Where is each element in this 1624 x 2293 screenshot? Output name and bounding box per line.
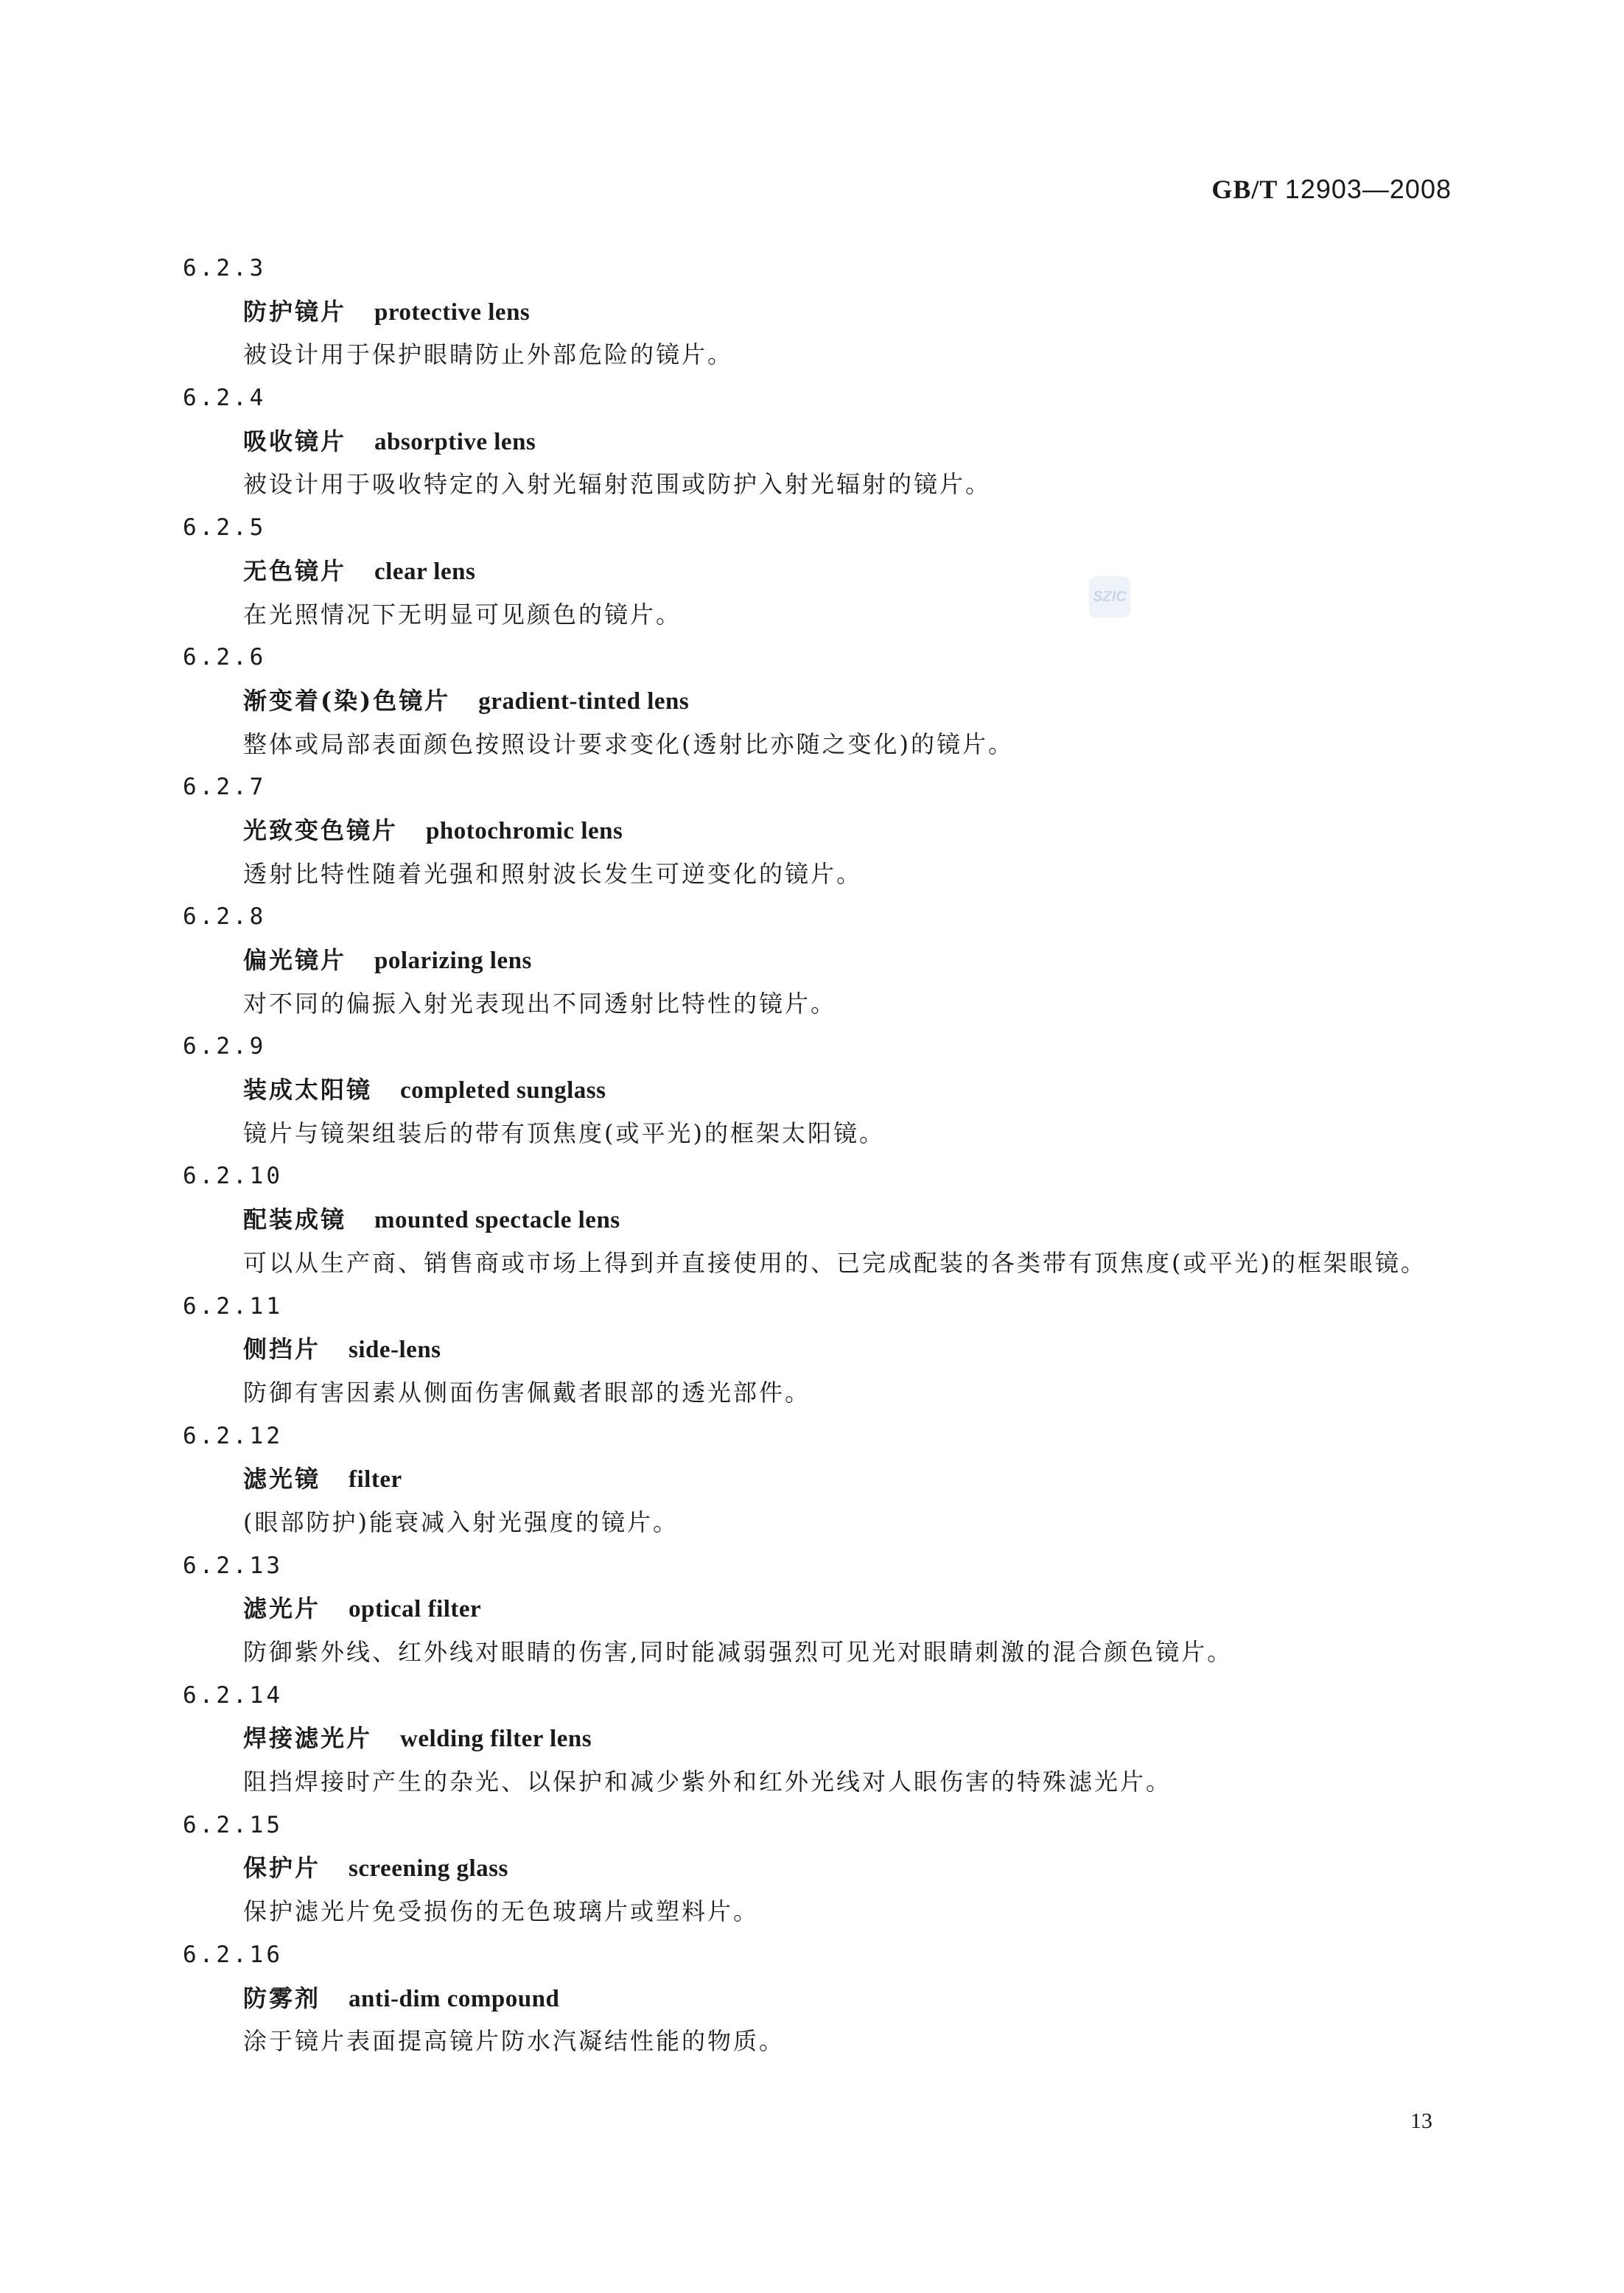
term-en: clear lens xyxy=(374,558,476,585)
clause-number: 6.2.15 xyxy=(183,1811,283,1838)
term-entry xyxy=(183,1025,1457,1155)
term-heading xyxy=(183,420,1457,463)
page-header xyxy=(1211,174,1452,205)
term-entry xyxy=(183,506,1457,636)
term-entry xyxy=(183,1415,1457,1544)
term-definition: 可以从生产商、销售商或市场上得到并直接使用的、已完成配装的各类带有顶焦度(或平光)的框架眼镜。 xyxy=(243,1248,1427,1277)
clause-number: 6.2.14 xyxy=(183,1681,283,1709)
term-zh: 装成太阳镜 xyxy=(243,1076,373,1105)
term-heading xyxy=(183,1068,1457,1112)
term-definition: 镜片与镜架组装后的带有顶焦度(或平光)的框架太阳镜。 xyxy=(243,1119,885,1147)
term-zh: 吸收镜片 xyxy=(243,427,347,455)
term-entry xyxy=(183,1285,1457,1415)
term-entry xyxy=(183,1933,1457,2063)
term-definition: 被设计用于保护眼睛防止外部危险的镜片。 xyxy=(243,340,734,369)
term-zh: 防护镜片 xyxy=(243,297,347,326)
term-heading xyxy=(183,550,1457,593)
clause-number: 6.2.8 xyxy=(183,903,267,931)
term-heading xyxy=(183,1198,1457,1242)
term-entry xyxy=(183,636,1457,766)
clause-number: 6.2.6 xyxy=(183,644,267,671)
term-en: side-lens xyxy=(349,1337,441,1364)
page-number: 13 xyxy=(1410,2109,1432,2133)
clause-number: 6.2.10 xyxy=(183,1163,283,1190)
term-zh: 渐变着(染)色镜片 xyxy=(243,686,451,715)
term-heading xyxy=(183,809,1457,853)
term-zh: 侧挡片 xyxy=(243,1335,321,1364)
term-zh: 保护片 xyxy=(243,1854,321,1883)
term-en: completed sunglass xyxy=(400,1077,606,1105)
term-en: absorptive lens xyxy=(374,428,536,455)
term-entry xyxy=(183,766,1457,895)
term-zh: 配装成镜 xyxy=(243,1205,347,1234)
standard-prefix: GB/T xyxy=(1211,175,1278,204)
term-definition: 在光照情况下无明显可见颜色的镜片。 xyxy=(243,600,682,629)
term-heading xyxy=(183,1587,1457,1631)
term-definition: 涂于镜片表面提高镜片防水汽凝结性能的物质。 xyxy=(243,2027,785,2056)
term-en: protective lens xyxy=(374,298,531,326)
term-entry xyxy=(183,1804,1457,1933)
term-en: gradient-tinted lens xyxy=(478,687,690,715)
term-definition: (眼部防护)能衰减入射光强度的镜片。 xyxy=(243,1508,679,1536)
term-en: filter xyxy=(349,1466,402,1494)
clause-number: 6.2.9 xyxy=(183,1033,267,1060)
term-en: mounted spectacle lens xyxy=(374,1207,620,1234)
clause-number: 6.2.16 xyxy=(183,1941,283,1968)
term-en: welding filter lens xyxy=(400,1726,592,1753)
clause-number: 6.2.5 xyxy=(183,514,267,542)
clause-number: 6.2.4 xyxy=(183,385,267,412)
term-definition: 对不同的偏振入射光表现出不同透射比特性的镜片。 xyxy=(243,989,837,1018)
term-en: screening glass xyxy=(349,1855,508,1883)
term-heading xyxy=(183,679,1457,723)
watermark-logo: SZIC xyxy=(1089,576,1130,617)
term-heading xyxy=(183,1846,1457,1890)
standard-number: 12903—2008 xyxy=(1284,174,1452,204)
clause-number: 6.2.12 xyxy=(183,1422,283,1449)
term-definition: 透射比特性随着光强和照射波长发生可逆变化的镜片。 xyxy=(243,859,863,888)
term-en: optical filter xyxy=(349,1596,482,1623)
term-en: polarizing lens xyxy=(374,948,532,974)
clause-number: 6.2.3 xyxy=(183,255,267,281)
term-zh: 偏光镜片 xyxy=(243,946,347,974)
term-heading xyxy=(183,290,1457,334)
term-entry xyxy=(183,1155,1457,1284)
clause-number: 6.2.7 xyxy=(183,774,267,801)
term-entry xyxy=(183,247,1457,377)
term-list xyxy=(183,247,1457,2063)
term-heading xyxy=(183,1977,1457,2020)
term-zh: 滤光片 xyxy=(243,1594,321,1623)
term-heading xyxy=(183,1328,1457,1371)
term-definition: 阻挡焊接时产生的杂光、以保护和减少紫外和红外光线对人眼伤害的特殊滤光片。 xyxy=(243,1768,1172,1796)
term-entry xyxy=(183,1544,1457,1674)
term-entry xyxy=(183,1674,1457,1804)
term-zh: 焊接滤光片 xyxy=(243,1724,373,1753)
term-heading xyxy=(183,1457,1457,1501)
term-entry xyxy=(183,895,1457,1025)
term-definition: 整体或局部表面颜色按照设计要求变化(透射比亦随之变化)的镜片。 xyxy=(243,729,1014,758)
term-zh: 防雾剂 xyxy=(243,1984,321,2012)
clause-number: 6.2.13 xyxy=(183,1552,283,1579)
term-zh: 滤光镜 xyxy=(243,1465,321,1494)
term-heading xyxy=(183,939,1457,982)
term-en: anti-dim compound xyxy=(349,1985,560,2012)
term-definition: 防御有害因素从侧面伤害佩戴者眼部的透光部件。 xyxy=(243,1378,811,1407)
clause-number: 6.2.11 xyxy=(183,1292,283,1320)
term-entry xyxy=(183,377,1457,506)
term-definition: 被设计用于吸收特定的入射光辐射范围或防护入射光辐射的镜片。 xyxy=(243,470,992,499)
term-en: photochromic lens xyxy=(426,817,623,844)
term-zh: 无色镜片 xyxy=(243,556,347,585)
term-heading xyxy=(183,1717,1457,1760)
term-definition: 防御紫外线、红外线对眼睛的伤害,同时能减弱强烈可见光对眼睛刺激的混合颜色镜片。 xyxy=(243,1638,1233,1667)
term-zh: 光致变色镜片 xyxy=(243,816,399,844)
term-definition: 保护滤光片免受损伤的无色玻璃片或塑料片。 xyxy=(243,1897,760,1926)
